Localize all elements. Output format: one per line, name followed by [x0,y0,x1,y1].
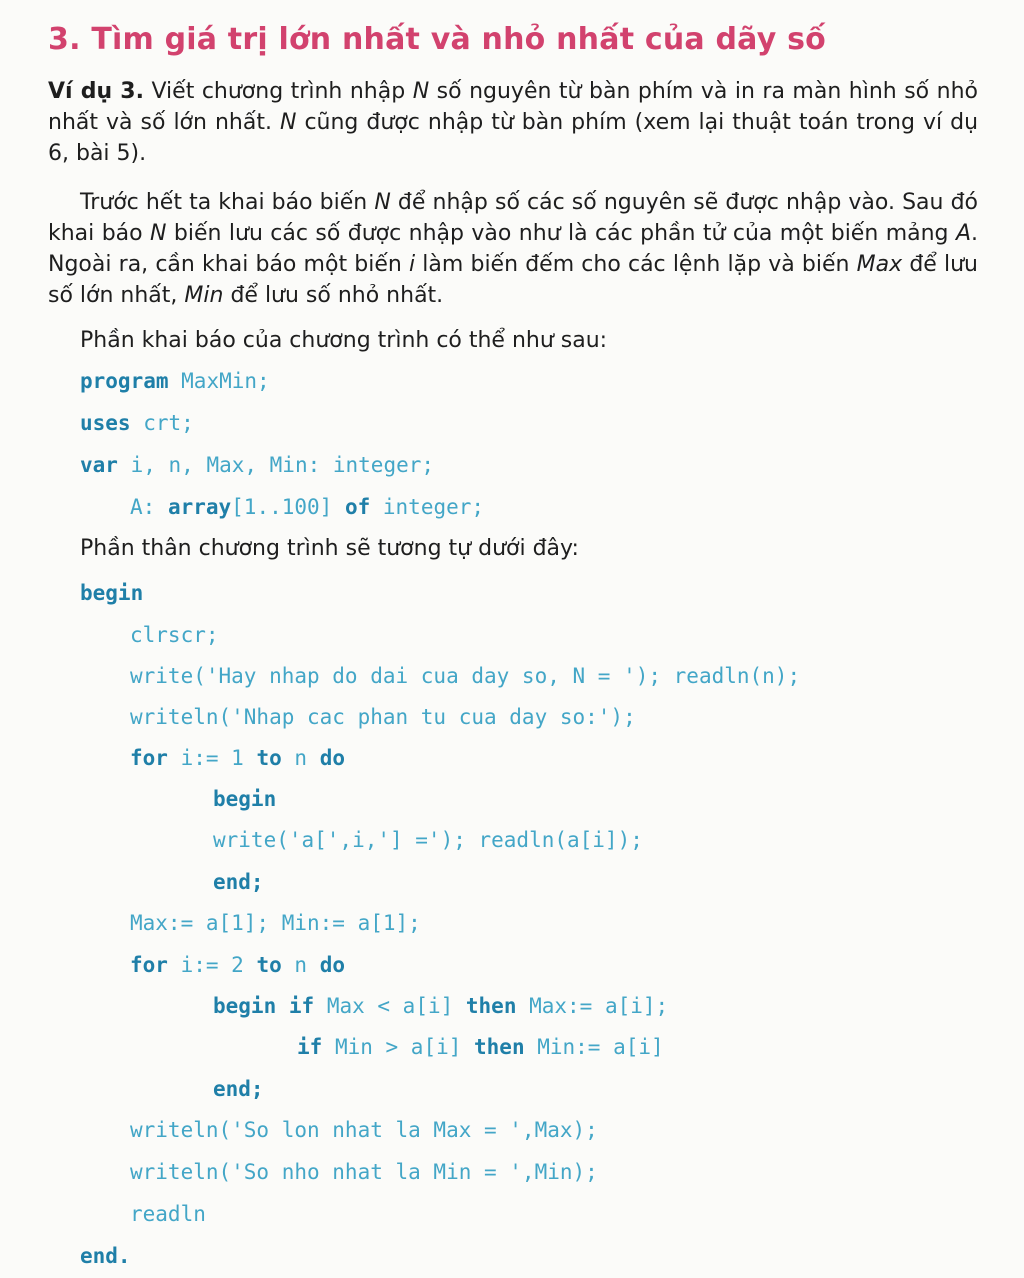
keyword: for [130,746,168,770]
keyword: do [319,953,345,977]
code-text: i, n, Max, Min: integer; [117,453,435,477]
code-text: Max < a[i] [314,994,466,1018]
keyword: begin [213,994,277,1018]
keyword: for [130,953,168,977]
code-text: Min > a[i] [322,1035,475,1059]
code-text: i:= 2 [167,953,257,977]
keyword: to [256,953,282,977]
text: làm biến đếm cho các lệnh lặp và biến [415,252,857,277]
keyword: end; [213,870,264,894]
var-n: N [279,110,297,135]
var-n: N [374,190,391,215]
keyword: do [319,746,345,770]
keyword: then [465,994,517,1018]
var-i: i [408,252,416,277]
code-line: readln [130,1202,206,1226]
text: biến lưu các số được nhập vào như là các phần tử của một biến mảng [166,221,956,246]
code-text: Max:= a[i]; [516,994,669,1018]
section-heading: 3. Tìm giá trị lớn nhất và nhỏ nhất của dãy số [48,22,826,57]
code-line: writeln('Nhap cac phan tu cua day so:'); [130,705,636,729]
text: để lưu số nhỏ nhất. [223,283,444,308]
code-line: write('Hay nhap do dai cua day so, N = '); readln(n); [130,664,801,688]
code-line [213,993,668,1019]
code-text [276,994,289,1018]
code-line: writeln('So lon nhat la Max = ',Max); [130,1118,598,1142]
keyword: uses [80,411,131,435]
var-min: Min [184,283,224,308]
code-line [80,410,194,436]
keyword: if [297,1035,323,1059]
keyword: then [474,1035,525,1059]
keyword: of [344,495,371,519]
code-text: MaxMin; [168,369,270,393]
example-label: Ví dụ 3. [48,79,144,104]
code-line [80,452,434,478]
var-max: Max [856,252,903,277]
text: Trước hết ta khai báo biến [80,190,375,215]
code-text: [1..100] [231,495,345,519]
code-text: n [281,953,320,977]
text: để nhập số các số nguyên sẽ được nhập vào. Sau đó khai báo [48,190,978,246]
code-line [213,869,264,895]
declaration-intro: Phần khai báo của chương trình có thể như sau: [80,328,608,353]
text: Viết chương trình nhập [143,79,413,104]
example-paragraph [48,76,978,169]
keyword: program [80,369,169,393]
keyword: begin [80,581,144,605]
code-text: Min:= a[i] [524,1035,664,1059]
code-line: clrscr; [130,623,219,647]
keyword: begin [213,787,277,811]
keyword: if [288,994,315,1018]
text: . Ngoài ra, cần khai báo một biến [48,221,979,277]
code-line [213,1076,264,1102]
code-line: writeln('So nho nhat la Min = ',Min); [130,1160,598,1184]
code-text: integer; [370,495,485,519]
var-a: A [955,221,972,246]
code-text: A: [130,495,168,519]
code-line [130,494,484,520]
keyword: end; [213,1077,264,1101]
code-line [130,745,345,771]
code-text: n [281,746,320,770]
code-text: crt; [130,411,194,435]
keyword: array [167,495,232,519]
var-n: N [150,221,167,246]
var-n: N [412,79,430,104]
code-line [297,1034,664,1060]
code-line: write('a[',i,'] ='); readln(a[i]); [213,828,643,852]
explanation-paragraph [48,187,978,311]
text: cũng được nhập từ bàn phím (xem lại thuật toán trong ví dụ 6, bài 5). [48,110,979,166]
code-line [130,952,345,978]
body-intro: Phần thân chương trình sẽ tương tự dưới đây: [80,536,579,561]
code-line [213,786,276,812]
keyword: to [256,746,282,770]
code-text: i:= 1 [167,746,257,770]
code-line [80,368,270,394]
text: để lưu số lớn nhất, [48,252,978,308]
code-line: Max:= a[1]; Min:= a[1]; [130,911,421,935]
keyword: var [80,453,118,477]
code-line [80,580,143,606]
text: số nguyên từ bàn phím và in ra màn hình số nhỏ nhất và số lớn nhất. [48,79,978,135]
code-line [80,1243,131,1269]
keyword: end. [80,1244,131,1268]
